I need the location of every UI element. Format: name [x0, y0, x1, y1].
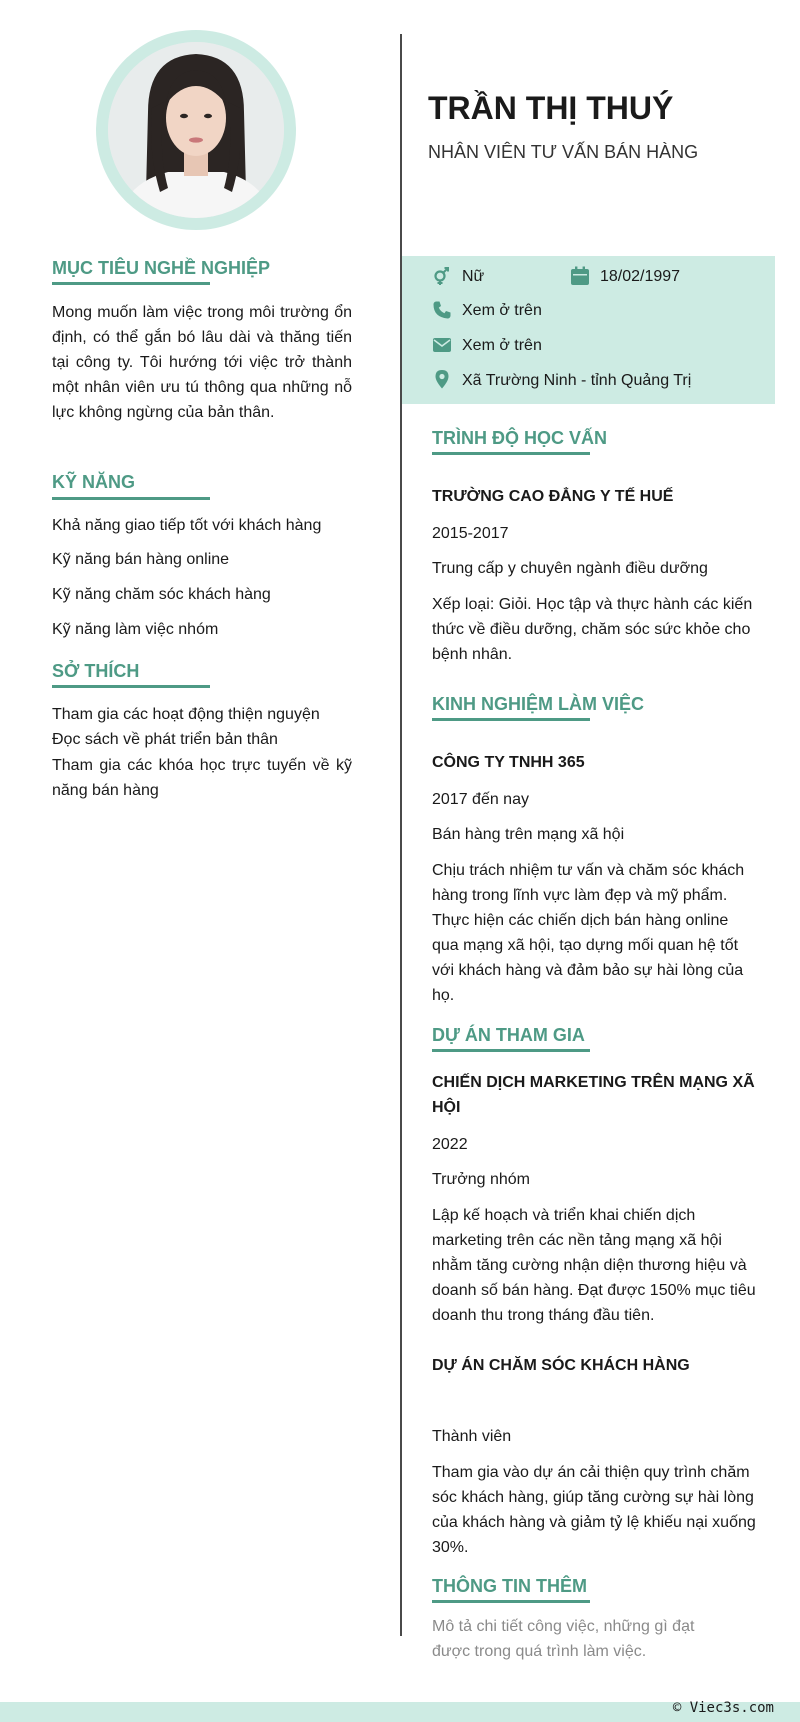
- avatar: [108, 42, 284, 218]
- email-value: Xem ở trên: [462, 337, 542, 354]
- hobby-item: Tham gia các hoạt động thiện nguyện: [52, 706, 320, 723]
- section-title-objective: MỤC TIÊU NGHỀ NGHIỆP: [52, 258, 271, 278]
- section-title-skills: KỸ NĂNG: [52, 472, 136, 492]
- section-underline: [432, 1049, 590, 1052]
- section-underline: [52, 497, 210, 500]
- footer-copyright: © Viec3s.com: [672, 1700, 774, 1716]
- project-role: Thành viên: [432, 1428, 512, 1445]
- objective-text: Mong muốn làm việc trong môi trường ổn định, có thể gắn bó lâu dài và thăng tiến tại công ty. Tôi hướng tới việc trở thành một nhân viên ưu tú thông qua những nỗ lực không ngừng của bản thân.: [52, 304, 352, 421]
- gender-value: Nữ: [462, 268, 485, 285]
- section-underline: [432, 718, 590, 721]
- phone-icon: [432, 300, 452, 320]
- skill-item: Kỹ năng chăm sóc khách hàng: [52, 586, 271, 603]
- project-year: 2022: [432, 1136, 468, 1153]
- phone-value: Xem ở trên: [462, 302, 542, 319]
- portrait-image: [108, 42, 284, 218]
- section-title-education: TRÌNH ĐỘ HỌC VẤN: [432, 428, 607, 448]
- candidate-name: TRẦN THỊ THUÝ: [428, 90, 674, 126]
- section-title-experience: KINH NGHIỆM LÀM VIỆC: [432, 694, 645, 714]
- section-title-hobbies: SỞ THÍCH: [52, 661, 140, 681]
- project-description: Lập kế hoạch và triển khai chiến dịch marketing trên các nền tảng mạng xã hội nhằm tăng cường nhận diện thương hiệu và doanh số bán hàng. Đạt được 150% mục tiêu doanh thu trong tháng đầu tiên.: [432, 1207, 756, 1324]
- hobby-item: Tham gia các khóa học trực tuyến về kỹ năng bán hàng: [52, 757, 352, 799]
- section-underline: [432, 1600, 590, 1603]
- address-value: Xã Trường Ninh - tỉnh Quảng Trị: [462, 372, 692, 389]
- education-period: 2015-2017: [432, 525, 509, 542]
- job-title: NHÂN VIÊN TƯ VẤN BÁN HÀNG: [428, 142, 699, 162]
- education-major: Trung cấp y chuyên ngành điều dưỡng: [432, 560, 708, 577]
- education-school: TRƯỜNG CAO ĐẲNG Y TẾ HUẾ: [432, 488, 674, 505]
- hobby-item: Đọc sách về phát triển bản thân: [52, 731, 278, 748]
- section-underline: [52, 685, 210, 688]
- gender-icon: [432, 266, 452, 286]
- experience-period: 2017 đến nay: [432, 791, 529, 808]
- section-title-projects: DỰ ÁN THAM GIA: [432, 1025, 585, 1045]
- experience-description: Chịu trách nhiệm tư vấn và chăm sóc khách hàng trong lĩnh vực làm đẹp và mỹ phẩm. Thực hiện các chiến dịch bán hàng online qua mạng xã hội, tạo dựng mối quan hệ tốt với khách hàng và đảm bảo sự hài lòng của họ.: [432, 862, 745, 1004]
- section-underline: [52, 282, 210, 285]
- location-pin-icon: [432, 369, 452, 389]
- project-name: DỰ ÁN CHĂM SÓC KHÁCH HÀNG: [432, 1357, 690, 1374]
- section-title-additional: THÔNG TIN THÊM: [432, 1576, 587, 1596]
- experience-company: CÔNG TY TNHH 365: [432, 754, 585, 771]
- skill-item: Kỹ năng bán hàng online: [52, 551, 230, 568]
- email-icon: [432, 335, 452, 355]
- avatar-frame: [96, 30, 296, 230]
- experience-role: Bán hàng trên mạng xã hội: [432, 826, 625, 843]
- project-name: CHIẾN DỊCH MARKETING TRÊN MẠNG XÃ HỘI: [432, 1074, 755, 1116]
- dob-value: 18/02/1997: [600, 268, 681, 285]
- project-role: Trưởng nhóm: [432, 1171, 530, 1188]
- skill-item: Kỹ năng làm việc nhóm: [52, 621, 219, 638]
- section-underline: [432, 452, 590, 455]
- education-description: Xếp loại: Giỏi. Học tập và thực hành các kiến thức về điều dưỡng, chăm sóc sức khỏe cho bệnh nhân.: [432, 596, 753, 663]
- skill-item: Khả năng giao tiếp tốt với khách hàng: [52, 517, 322, 534]
- additional-placeholder[interactable]: Mô tả chi tiết công việc, những gì đạt được trong quá trình làm việc.: [432, 1618, 695, 1660]
- calendar-icon: [570, 266, 590, 286]
- project-description: Tham gia vào dự án cải thiện quy trình chăm sóc khách hàng, giúp tăng cường sự hài lòng của khách hàng và giảm tỷ lệ khiếu nại xuống 30%.: [432, 1464, 756, 1556]
